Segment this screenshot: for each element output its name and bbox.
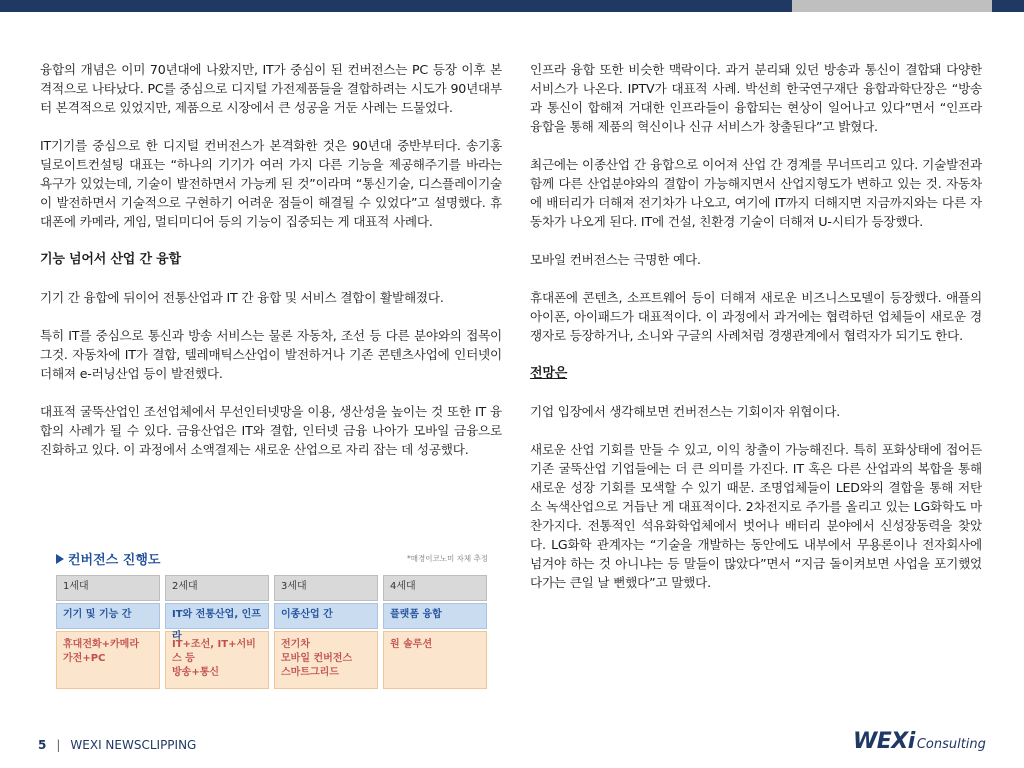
footer-label: WEXI NEWSCLIPPING bbox=[70, 738, 197, 752]
generation-label: 3세대 bbox=[274, 575, 378, 601]
convergence-examples: IT+조선, IT+서비스 등 방송+통신 bbox=[165, 631, 269, 689]
wexi-consulting-logo bbox=[853, 729, 986, 754]
logo-brand: WEXi bbox=[853, 729, 915, 754]
infographic-title-text: 컨버전스 진행도 bbox=[68, 553, 161, 568]
right-paragraph-5: 기업 입장에서 생각해보면 컨버전스는 기회이자 위협이다. bbox=[530, 404, 840, 419]
convergence-examples: 전기차 모바일 컨버전스 스마트그리드 bbox=[274, 631, 378, 689]
right-paragraph-1: 인프라 융합 또한 비슷한 맥락이다. 과거 분리돼 있던 방송과 통신이 결합돼 다양한 서비스가 나온다. IPTV가 대표적 사례. 박선희 한국연구재단 융합과학단장은 “방송과 통신이 합해져 거대한 인프라들이 융합되는 현상이 일어나고 있다”면서 “인프라 융합을 통해 제품의 혁신이나 신규 서비스가 창출된다”고 밝혔다. bbox=[530, 62, 982, 134]
top-color-bar bbox=[0, 0, 1024, 12]
top-bar-gray bbox=[792, 0, 992, 12]
convergence-category: IT와 전통산업, 인프라 bbox=[165, 603, 269, 629]
left-paragraph-1: 융합의 개념은 이미 70년대에 나왔지만, IT가 중심이 된 컨버전스는 PC 등장 이후 본격적으로 나타났다. PC를 중심으로 디지털 가전제품들을 결합하려는 시도가 90년대부터 본격적으로 있었지만, 제품으로 시장에서 큰 성공을 거둔 사례는 드물었다. bbox=[40, 62, 502, 115]
right-paragraph-2: 최근에는 이종산업 간 융합으로 이어져 산업 간 경계를 무너뜨리고 있다. 기술발전과 함께 다른 산업분야와의 결합이 가능해지면서 산업지형도가 변하고 있는 것. 자동차에 배터리가 더해져 전기차가 나오고, 여기에 IT까지 더해지면 지금까지와는 다른 자동차가 나오게 된다. IT에 건설, 친환경 기술이 더해져 U-시티가 등장했다. bbox=[530, 157, 982, 229]
infographic-title bbox=[56, 549, 160, 568]
page-footer bbox=[38, 738, 196, 752]
right-paragraph-3: 모바일 컨버전스는 극명한 예다. bbox=[530, 252, 701, 267]
right-column bbox=[530, 60, 982, 611]
infographic-source-note: *매경이코노미 자체 추정 bbox=[407, 554, 488, 563]
infographic-grid bbox=[56, 575, 487, 689]
convergence-examples: 휴대전화+카메라 가전+PC bbox=[56, 631, 160, 689]
generation-column bbox=[165, 575, 269, 689]
section-heading-industry: 기능 넘어서 산업 간 융합 bbox=[40, 252, 181, 267]
right-paragraph-4: 휴대폰에 콘텐츠, 소프트웨어 등이 더해져 새로운 비즈니스모델이 등장했다. 애플의 아이폰, 아이패드가 대표적이다. 이 과정에서 과거에는 협력하던 업체들이 새로운 경쟁자로 등장하거나, 소니와 구글의 사례처럼 경쟁관계에서 협력자가 되기도 한다. bbox=[530, 290, 982, 343]
generation-label: 1세대 bbox=[56, 575, 160, 601]
convergence-category: 플랫폼 융합 bbox=[383, 603, 487, 629]
left-paragraph-2: IT기기를 중심으로 한 디지털 컨버전스가 본격화한 것은 90년대 중반부터다. 송기홍 딜로이트컨설팅 대표는 “하나의 기기가 여러 가지 다른 기능을 제공해주기를 바라는 욕구가 있었는데, 기술이 발전하면서 가능케 된 것”이라며 “통신기술, 디스플레이기술이 발전하면서 기술적으로 구현하기 어려운 점들이 해결될 수 있었다”고 설명했다. 휴대폰에 카메라, 게임, 멀티미디어 등의 기능이 집중되는 게 대표적 사례다. bbox=[40, 138, 502, 229]
convergence-category: 기기 및 기능 간 bbox=[56, 603, 160, 629]
footer-separator: | bbox=[56, 738, 61, 752]
right-paragraph-6: 새로운 산업 기회를 만들 수 있고, 이익 창출이 가능해진다. 특히 포화상태에 접어든 기존 굴뚝산업 기업들에는 더 큰 의미를 가진다. IT 혹은 다른 산업과의 복합을 통해 새로운 성장 기회를 모색할 수 있기 때문. 조명업체들이 LED와의 결합을 통해 저탄소 녹색산업으로 거듭난 게 대표적이다. 2차전지로 주가를 올리고 있는 LG화학도 마찬가지다. 전통적인 석유화학업체에서 벗어나 배터리 분야에서 신성장동력을 찾았다. LG화학 관계자는 “기술을 개발하는 동안에도 내부에서 무용론이나 전자회사에 넘겨야 하는 것 아니냐는 등 말들이 많았다”면서 “지금 돌이켜보면 사업을 포기했었다가는 큰일 날 뻔했다”고 말했다. bbox=[530, 442, 982, 590]
generation-label: 2세대 bbox=[165, 575, 269, 601]
left-paragraph-4: 특히 IT를 중심으로 통신과 방송 서비스는 물론 자동차, 조선 등 다른 분야와의 접목이 그것. 자동차에 IT가 결합, 텔레매틱스산업이 발전하거나 기존 콘텐츠사업에 인터넷이 더해져 e-러닝산업 등이 발전했다. bbox=[40, 328, 502, 381]
page-number: 5 bbox=[38, 738, 47, 752]
left-column bbox=[40, 60, 502, 478]
generation-column bbox=[56, 575, 160, 689]
generation-column bbox=[274, 575, 378, 689]
left-paragraph-3: 기기 간 융합에 뒤이어 전통산업과 IT 간 융합 및 서비스 결합이 활발해졌다. bbox=[40, 290, 444, 305]
logo-sub: Consulting bbox=[916, 737, 986, 752]
left-paragraph-5: 대표적 굴뚝산업인 조선업체에서 무선인터넷망을 이용, 생산성을 높이는 것 또한 IT 융합의 사례가 될 수 있다. 금융산업은 IT와 결합, 인터넷 금융 나아가 모바일 금융으로 진화하고 있다. 이 과정에서 소액결제는 새로운 산업으로 자리 잡는 데 성공했다. bbox=[40, 404, 502, 457]
top-bar-navy bbox=[0, 0, 792, 12]
triangle-bullet-icon bbox=[56, 554, 64, 564]
convergence-examples: 원 솔루션 bbox=[383, 631, 487, 689]
generation-label: 4세대 bbox=[383, 575, 487, 601]
convergence-category: 이종산업 간 bbox=[274, 603, 378, 629]
generation-column bbox=[383, 575, 487, 689]
top-bar-navy-end bbox=[992, 0, 1024, 12]
convergence-infographic bbox=[56, 549, 488, 683]
section-heading-outlook: 전망은 bbox=[530, 366, 568, 381]
